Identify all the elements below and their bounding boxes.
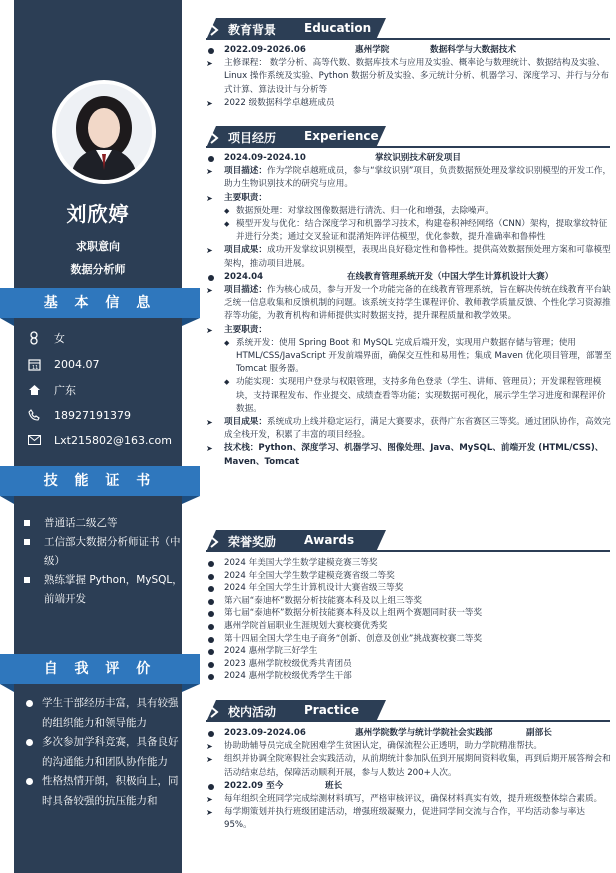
info-gender xyxy=(26,328,186,348)
result-label: 项目成果： xyxy=(224,417,267,428)
project-2-duty: ◆ 系统开发：使用 Spring Boot 和 MySQL 完成后端开发，实现用户数据存储与管理；使用 HTML/CSS/JavaScript 开发前端界面，确保交互性和易用性；集成 Maven 优化项目管理，部署至 Tomcat 服务器。 xyxy=(204,337,614,377)
info-hometown xyxy=(26,380,186,400)
award-item: 2024 惠州学院三好学生 xyxy=(204,645,614,658)
result-text: 成功开发掌纹识别模型，表现出良好稳定性和鲁棒性。提供高效数据预处理方案和可靠模型架构，推动项目进展。 xyxy=(224,245,611,269)
experience-title-en: Experience xyxy=(304,129,379,143)
project-1-duty: ◆ 数据预处理：对掌纹图像数据进行清洗、归一化和增强，去除噪声。 xyxy=(204,205,614,218)
basic-info-banner: 基 本 信 息 xyxy=(0,288,200,318)
desc-text: 作为学院卓越班成员，参与“掌纹识别”项目，负责数据预处理及掌纹识别模型的开发工作，助力生物识别技术的研究与应用。 xyxy=(224,166,612,190)
education-courses: ➤ 主修课程： 数学分析、高等代数、数据库技术与应用及实验、概率论与数理统计、数据结构及实验、Linux 操作系统及实验、Python 数据分析及实验、多元统计分析、机器学习、深度学习、并行与分布式计算、算法设计与分析等 xyxy=(204,57,614,97)
skill-item: 熟练掌握 Python，MySQL，前端开发 xyxy=(24,571,184,609)
education-title-en: Education xyxy=(304,21,372,35)
practice-header xyxy=(206,700,610,722)
candidate-name: 刘欣婷 xyxy=(66,202,130,226)
skills-banner: 技 能 证 书 xyxy=(0,466,200,496)
practice-title-en: Practice xyxy=(304,703,360,717)
award-item: 2024 年美国大学生数学建模竞赛三等奖 xyxy=(204,557,614,570)
experience-section xyxy=(204,152,614,469)
project-1-duty-label: ➤ 主要职责： xyxy=(204,192,614,205)
education-section xyxy=(204,44,614,110)
self-eval-list xyxy=(24,694,184,811)
activity-2-role: 班长 xyxy=(325,780,343,791)
svg-text:11: 11 xyxy=(31,364,38,371)
award-item: 2024 年全国大学生数学建模竞赛省级二等奖 xyxy=(204,570,614,583)
mail-icon xyxy=(26,432,42,448)
activity-1-item: ➤ 组织并协调全院寒假社会实践活动，从前期统计参加队伍到开展期间资料收集，再到后期开展答辩会和活动结束总结，保障活动顺利开展，参与人数达 200+人次。 xyxy=(204,753,614,779)
project-2-name: 在线教育管理系统开发（中国大学生计算机设计大赛） xyxy=(347,271,554,282)
phone-value: 18927191379 xyxy=(54,408,131,422)
chevron-icon xyxy=(209,130,223,144)
awards-header xyxy=(206,530,610,552)
hometown-value: 广东 xyxy=(54,384,76,397)
phone-icon xyxy=(26,407,42,423)
person-icon xyxy=(26,330,42,346)
desc-label: 项目描述： xyxy=(224,166,267,177)
info-phone xyxy=(26,405,186,425)
project-2-desc xyxy=(204,284,614,324)
main-content xyxy=(200,0,616,873)
practice-section xyxy=(204,727,614,833)
home-icon xyxy=(26,382,42,398)
awards-title-en: Awards xyxy=(304,533,355,547)
birth-value: 2004.07 xyxy=(54,357,100,371)
awards-list xyxy=(204,557,614,683)
skill-item: 普通话二级乙等 xyxy=(24,514,184,533)
project-1-date: 2024.09-2024.10 xyxy=(224,153,306,163)
chevron-icon xyxy=(209,534,223,548)
chevron-icon xyxy=(209,704,223,718)
desc-text: 作为核心成员，参与开发一个功能完备的在线教育管理系统，旨在解决传统在线教育平台缺乏统一信息收集和反馈机制的问题。该系统支持学生课程评价、教师教学质量反馈、个性化学习资源推荐等功能，为教育机构和讲师提供实时数据支持，提升课程质量和教学效果。 xyxy=(224,285,611,322)
activity-2-item: ➤ 每学期策划并执行班级团建活动，增强班级凝聚力，促进同学间交流与合作，平均活动参与率达 95%。 xyxy=(204,806,614,832)
education-row xyxy=(204,44,614,57)
experience-title: 项目经历 xyxy=(228,131,277,145)
project-1-name: 掌纹识别技术研发项目 xyxy=(375,153,461,163)
project-2-row xyxy=(204,271,614,284)
tech-label: 技术栈： xyxy=(224,443,259,454)
gender-value: 女 xyxy=(54,332,65,345)
award-item: 第七届“泰迪杯”数据分析技能赛本科及以上组两个赛题同时获一等奖 xyxy=(204,607,614,620)
activity-1-row xyxy=(204,727,614,740)
award-item: 第十四届全国大学生电子商务“创新、创意及创业”挑战赛校赛二等奖 xyxy=(204,633,614,646)
activity-2-item: ➤ 每年组织全班同学完成综测材料填写，严格审核评议，确保材料真实有效，提升班级整体综合素质。 xyxy=(204,793,614,806)
profile-photo xyxy=(52,80,156,184)
practice-title: 校内活动 xyxy=(228,705,277,719)
desc-label: 项目描述： xyxy=(224,285,267,296)
education-major: 数据科学与大数据技术 xyxy=(430,45,516,55)
info-email xyxy=(26,430,186,450)
project-1-desc xyxy=(204,165,614,191)
project-2-duty: ◆ 功能实现：实现用户登录与权限管理，支持多角色登录（学生、讲师、管理员）；开发课程管理模块，支持课程发布、作业提交、成绩查看等功能；实现数据可视化，展示学生学习进度和课程评价数据。 xyxy=(204,376,614,416)
tech-text: Python、深度学习、机器学习、图像处理、Java、MySQL、前端开发 (HTML/CSS)、Maven、Tomcat xyxy=(224,443,604,467)
activity-2-row xyxy=(204,780,614,793)
education-title: 教育背景 xyxy=(228,23,277,37)
award-item: 第六届“泰迪杯”数据分析技能赛本科及以上组三等奖 xyxy=(204,595,614,608)
activity-1-org: 惠州学院数学与统计学院社会实践部 xyxy=(355,728,493,738)
sidebar xyxy=(0,0,200,873)
activity-1-item: ➤ 协助助辅导员完成全院困难学生贫困认定，确保流程公正透明，助力学院精准帮扶。 xyxy=(204,740,614,753)
education-date: 2022.09-2026.06 xyxy=(224,45,306,55)
activity-2-date: 2022.09 至今 xyxy=(224,780,284,791)
project-1-row xyxy=(204,152,614,165)
project-1-duty: ◆ 模型开发与优化：结合深度学习和机器学习技术，构建卷积神经网络（CNN）架构，提取掌纹特征并进行分类；通过交叉验证和混淆矩阵评估模型，优化参数，提升准确率和鲁棒性 xyxy=(204,218,614,244)
education-header xyxy=(206,18,610,40)
eval-item: 性格热情开朗，积极向上，同时具备较强的抗压能力和 xyxy=(24,772,184,811)
award-item: 2024 年全国大学生计算机设计大赛省级三等奖 xyxy=(204,582,614,595)
award-item: 2023 惠州学院校级优秀共青团员 xyxy=(204,658,614,671)
education-honor: ➤ 2022 级数据科学卓越班成员 xyxy=(204,97,614,110)
experience-header xyxy=(206,126,610,148)
eval-item: 多次参加学科竞赛，具备良好的沟通能力和团队协作能力 xyxy=(24,733,184,772)
project-2-duty-label: ➤ 主要职责： xyxy=(204,324,614,337)
email-value: Lxt215802@163.com xyxy=(54,433,172,447)
self-eval-banner: 自 我 评 价 xyxy=(0,654,200,684)
result-label: 项目成果： xyxy=(224,245,267,256)
skill-item: 工信部大数据分析师证书（中级） xyxy=(24,533,184,571)
awards-title: 荣誉奖励 xyxy=(228,535,277,549)
project-1-result xyxy=(204,244,614,270)
award-item: 惠州学院首届职业生涯规划大赛校赛优秀奖 xyxy=(204,620,614,633)
project-2-date: 2024.04 xyxy=(224,271,264,282)
award-item: 2024 惠州学院校级优秀学生干部 xyxy=(204,670,614,683)
job-intent-label: 求职意向 xyxy=(76,240,120,253)
skills-list xyxy=(24,514,184,609)
activity-1-role: 副部长 xyxy=(526,728,552,738)
project-2-result xyxy=(204,416,614,442)
eval-item: 学生干部经历丰富，具有较强的组织能力和领导能力 xyxy=(24,694,184,733)
info-birth xyxy=(26,354,186,374)
activity-1-date: 2023.09-2024.06 xyxy=(224,728,306,738)
calendar-icon xyxy=(26,356,42,372)
job-intent-value: 数据分析师 xyxy=(70,263,126,276)
chevron-icon xyxy=(209,22,223,36)
result-text: 系统成功上线并稳定运行，满足大赛要求，获得广东省赛区三等奖。通过团队协作，高效完成全栈开发，积累了丰富的项目经验。 xyxy=(224,417,611,441)
project-2-tech xyxy=(204,442,614,468)
education-school: 惠州学院 xyxy=(355,45,390,55)
